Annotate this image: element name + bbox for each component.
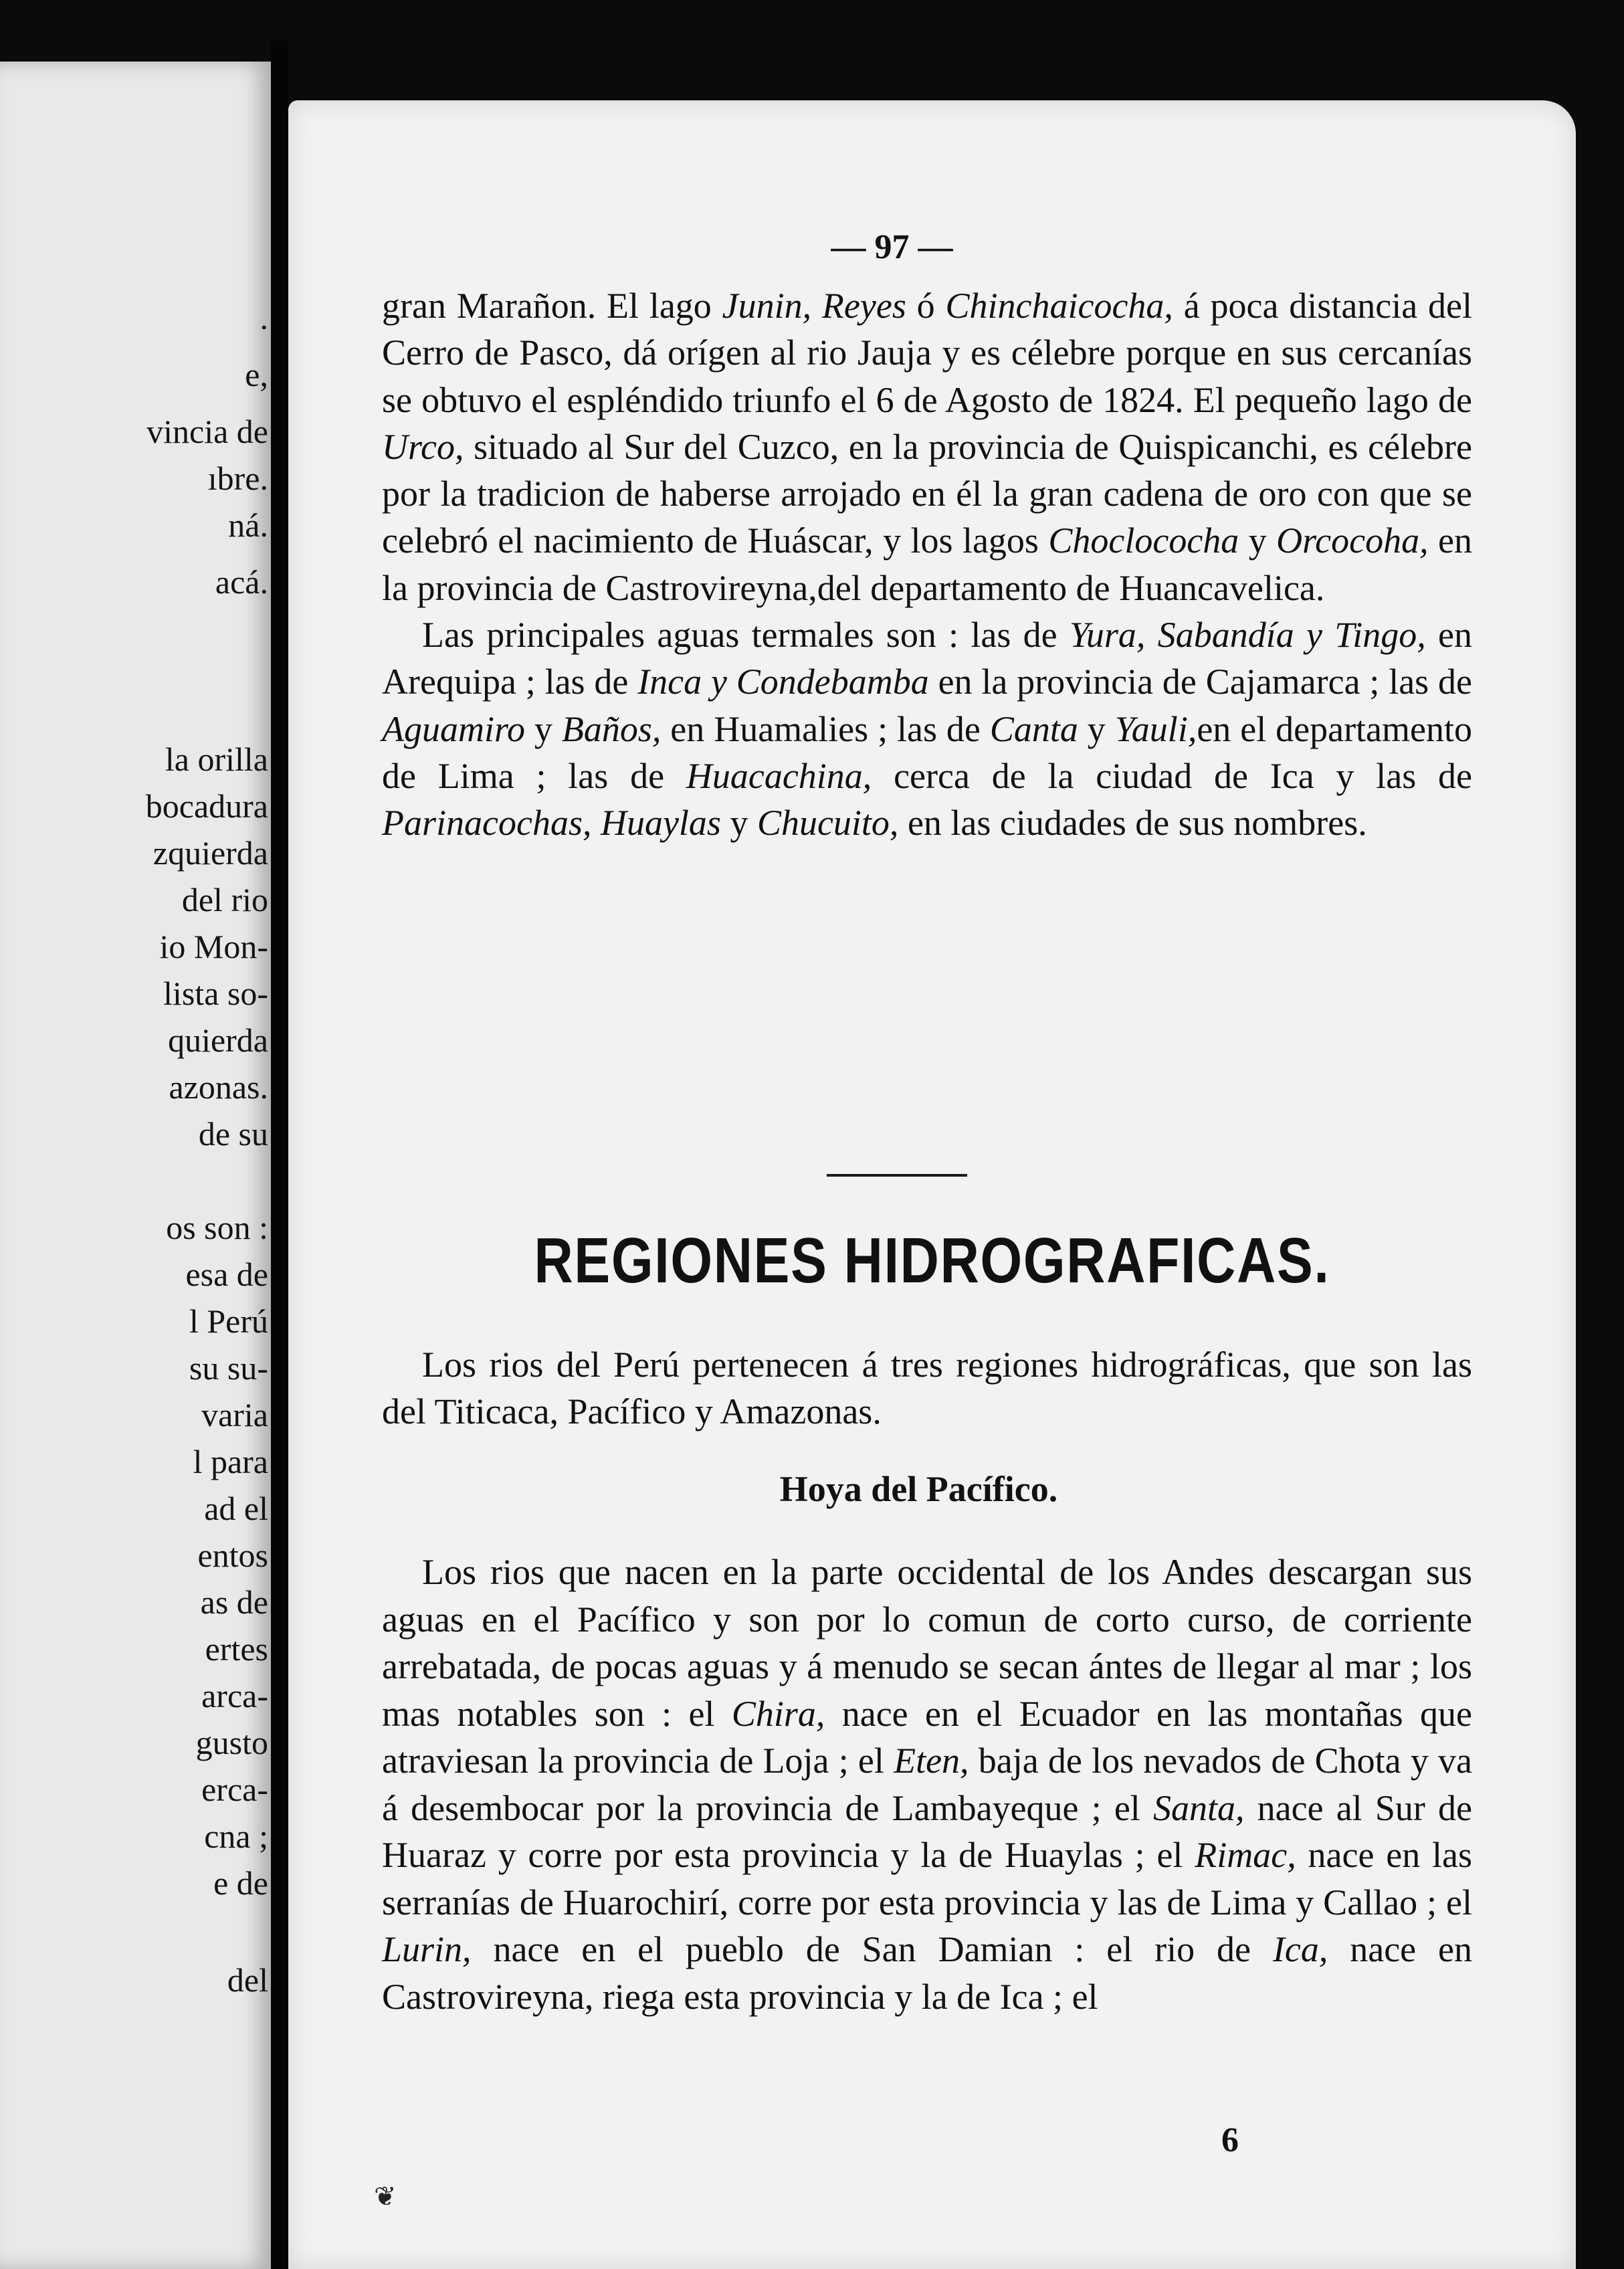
left-page-fragment: as de <box>200 1583 268 1621</box>
left-page-fragment: entos <box>197 1537 268 1574</box>
left-page-fragment: su su- <box>189 1349 268 1387</box>
section-title: REGIONES HIDROGRAFICAS. <box>534 1225 1330 1296</box>
left-page-fragment: la orilla <box>165 741 268 778</box>
left-page-fragment: lista so- <box>163 975 268 1012</box>
left-page-fragment: esa de <box>185 1256 268 1293</box>
left-page-fragment: arca- <box>201 1677 268 1714</box>
left-page-fragment: acá. <box>215 563 268 601</box>
left-page-fragment: os son : <box>166 1209 268 1246</box>
paragraph-regions: Los rios del Perú pertenecen á tres regiones hidrográficas, que son las del Titicaca, Pacífico y Amazonas. <box>382 1345 1472 1432</box>
left-page-fragment: e, <box>245 356 268 393</box>
left-page-fragment: l para <box>193 1443 268 1480</box>
left-page-fragment: quierda <box>168 1021 268 1059</box>
ornament-icon: ❦ <box>374 2181 397 2211</box>
left-page-fragment: ad el <box>204 1490 268 1527</box>
left-page-fragment: ıbre. <box>207 460 268 497</box>
left-page-fragment: e de <box>213 1864 268 1902</box>
left-page-fragment: zquierda <box>153 834 268 872</box>
book-gutter <box>271 40 288 2269</box>
left-page-fragment: de su <box>198 1115 268 1153</box>
facing-page-left <box>0 62 271 2269</box>
left-page-fragment: varia <box>201 1396 268 1434</box>
left-page-fragment: io Mon- <box>159 928 268 965</box>
paragraph-lakes: gran Marañon. El lago Junin, Reyes ó Chinchaicocha, á poca distancia del Cerro de Pasco, dá orígen al rio Jauja y es célebre porque en sus cercanías se obtuvo el espléndido triunfo el 6 de Agosto de 1824. El pequeño lago de Urco, situado al Sur del Cuzco, en la provincia de Quispicanchi, es célebre por la tradicion de haberse arrojado en él la gran cadena de oro con que se celebró el nacimiento de Huáscar, y los lagos Choclococha y Orcocoha, en la provincia de Castrovireyna,del departamento de Huancavelica. <box>382 286 1473 608</box>
left-page-fragment: gusto <box>195 1724 268 1761</box>
left-page-fragment: cna ; <box>204 1817 268 1855</box>
body-text <box>382 282 1472 847</box>
paragraph-pacific-rivers: Los rios que nacen en la parte occidental de los Andes descargan sus aguas en el Pacífico y son por lo comun de corto curso, de corriente arrebatada, de pocas aguas y á menudo se secan ántes de llegar al mar ; los mas notables son : el Chira, nace en el Ecuador en las montañas que atraviesan la provincia de Loja ; el Eten, baja de los nevados de Chota y va á desembocar por la provincia de Lambayeque ; el Santa, nace al Sur de Huaraz y corre por esta provincia y la de Huaylas ; el Rimac, nace en las serranías de Huarochirí, corre por esta provincia y las de Lima y Callao ; el Lurin, nace en el pueblo de San Damian : el rio de Ica, nace en Castrovireyna, riega esta provincia y la de Ica ; el <box>382 1552 1472 2017</box>
left-page-fragment: ná. <box>228 506 268 544</box>
pacific-basin-text <box>382 1549 1472 2020</box>
left-page-fragment: l Perú <box>189 1302 268 1340</box>
page-number: — 97 — <box>831 228 953 266</box>
subsection-title: Hoya del Pacífico. <box>779 1469 1058 1509</box>
left-page-fragment: del <box>227 1961 268 1999</box>
section-intro <box>382 1341 1472 1435</box>
left-page-fragment: vincia de <box>146 413 268 450</box>
left-page-fragment: del rio <box>181 881 268 918</box>
signature-mark: 6 <box>1221 2121 1239 2159</box>
left-page-fragment: erca- <box>201 1771 268 1808</box>
paragraph-thermal-waters: Las principales aguas termales son : las de Yura, Sabandía y Tingo, en Arequipa ; las de Inca y Condebamba en la provincia de Cajamarca ; las de Aguamiro y Baños, en Huamalies ; las de Canta y Yauli,en el departamento de Lima ; las de Huacachina, cerca de la ciudad de Ica y las de Parinacochas, Huaylas y Chucuito, en las ciudades de sus nombres. <box>382 615 1472 844</box>
left-page-fragment: ertes <box>205 1630 268 1668</box>
book-page-right <box>288 100 1576 2269</box>
left-page-fragment: azonas. <box>169 1068 268 1106</box>
section-divider <box>827 1174 967 1177</box>
left-page-fragment: . <box>260 299 268 336</box>
left-page-fragment: bocadura <box>145 787 268 825</box>
